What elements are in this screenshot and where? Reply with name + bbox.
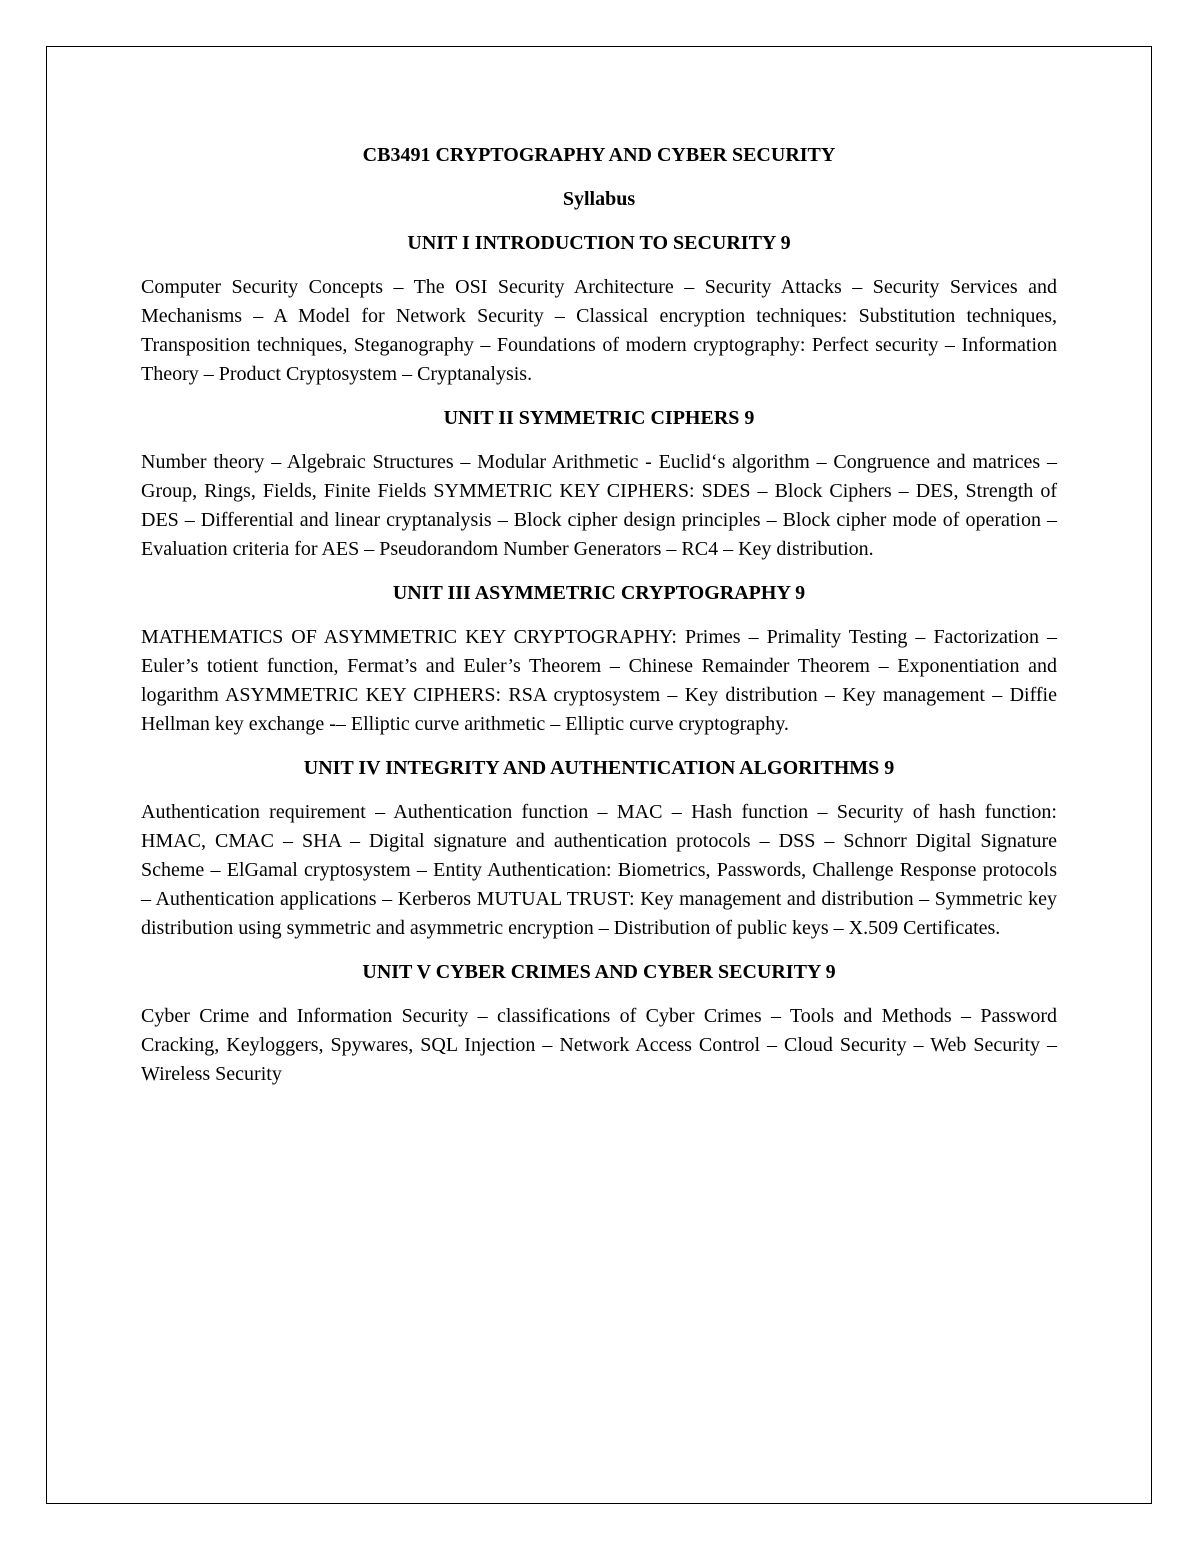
unit-2-body: Number theory – Algebraic Structures – Modular Arithmetic - Euclid‘s algorithm – Congruence and matrices – Group, Rings, Fields, Finite Fields SYMMETRIC KEY CIPHERS: SDES – Block Ciphers – DES, Strength of DES – Differential and linear cryptanalysis – Block cipher design principles – Block cipher mode of operation – Evaluation criteria for AES – Pseudorandom Number Generators – RC4 – Key distribution. <box>141 451 1057 560</box>
unit-5-heading: UNIT V CYBER CRIMES AND CYBER SECURITY 9 <box>362 961 836 983</box>
unit-2-heading: UNIT II SYMMETRIC CIPHERS 9 <box>443 407 755 429</box>
unit-1-heading: UNIT I INTRODUCTION TO SECURITY 9 <box>407 232 791 254</box>
unit-3-body: MATHEMATICS OF ASYMMETRIC KEY CRYPTOGRAPHY: Primes – Primality Testing – Factorization – Euler’s totient function, Fermat’s and Euler’s Theorem – Chinese Remainder Theorem – Exponentiation and logarithm ASYMMETRIC KEY CIPHERS: RSA cryptosystem – Key distribution – Key management – Diffie Hellman key exchange -– Elliptic curve arithmetic – Elliptic curve cryptography. <box>141 626 1057 735</box>
unit-4-body: Authentication requirement – Authentication function – MAC – Hash function – Security of hash function: HMAC, CMAC – SHA – Digital signature and authentication protocols – DSS – Schnorr Digital Signature Scheme – ElGamal cryptosystem – Entity Authentication: Biometrics, Passwords, Challenge Response protocols – Authentication applications – Kerberos MUTUAL TRUST: Key management and distribution – Symmetric key distribution using symmetric and asymmetric encryption – Distribution of public keys – X.509 Certificates. <box>141 801 1057 939</box>
unit-5-body: Cyber Crime and Information Security – classifications of Cyber Crimes – Tools and Methods – Password Cracking, Keyloggers, Spywares, SQL Injection – Network Access Control – Cloud Security – Web Security – Wireless Security <box>141 1005 1057 1085</box>
unit-3-heading: UNIT III ASYMMETRIC CRYPTOGRAPHY 9 <box>392 582 806 604</box>
document-title: CB3491 CRYPTOGRAPHY AND CYBER SECURITY <box>362 144 836 166</box>
document-subtitle: Syllabus <box>562 188 636 210</box>
unit-4-heading: UNIT IV INTEGRITY AND AUTHENTICATION ALGORITHMS 9 <box>303 757 895 779</box>
syllabus-content <box>141 141 1057 1104</box>
unit-1-body: Computer Security Concepts – The OSI Security Architecture – Security Attacks – Security Services and Mechanisms – A Model for Network Security – Classical encryption techniques: Substitution techniques, Transposition techniques, Steganography – Foundations of modern cryptography: Perfect security – Information Theory – Product Cryptosystem – Cryptanalysis. <box>141 276 1057 385</box>
